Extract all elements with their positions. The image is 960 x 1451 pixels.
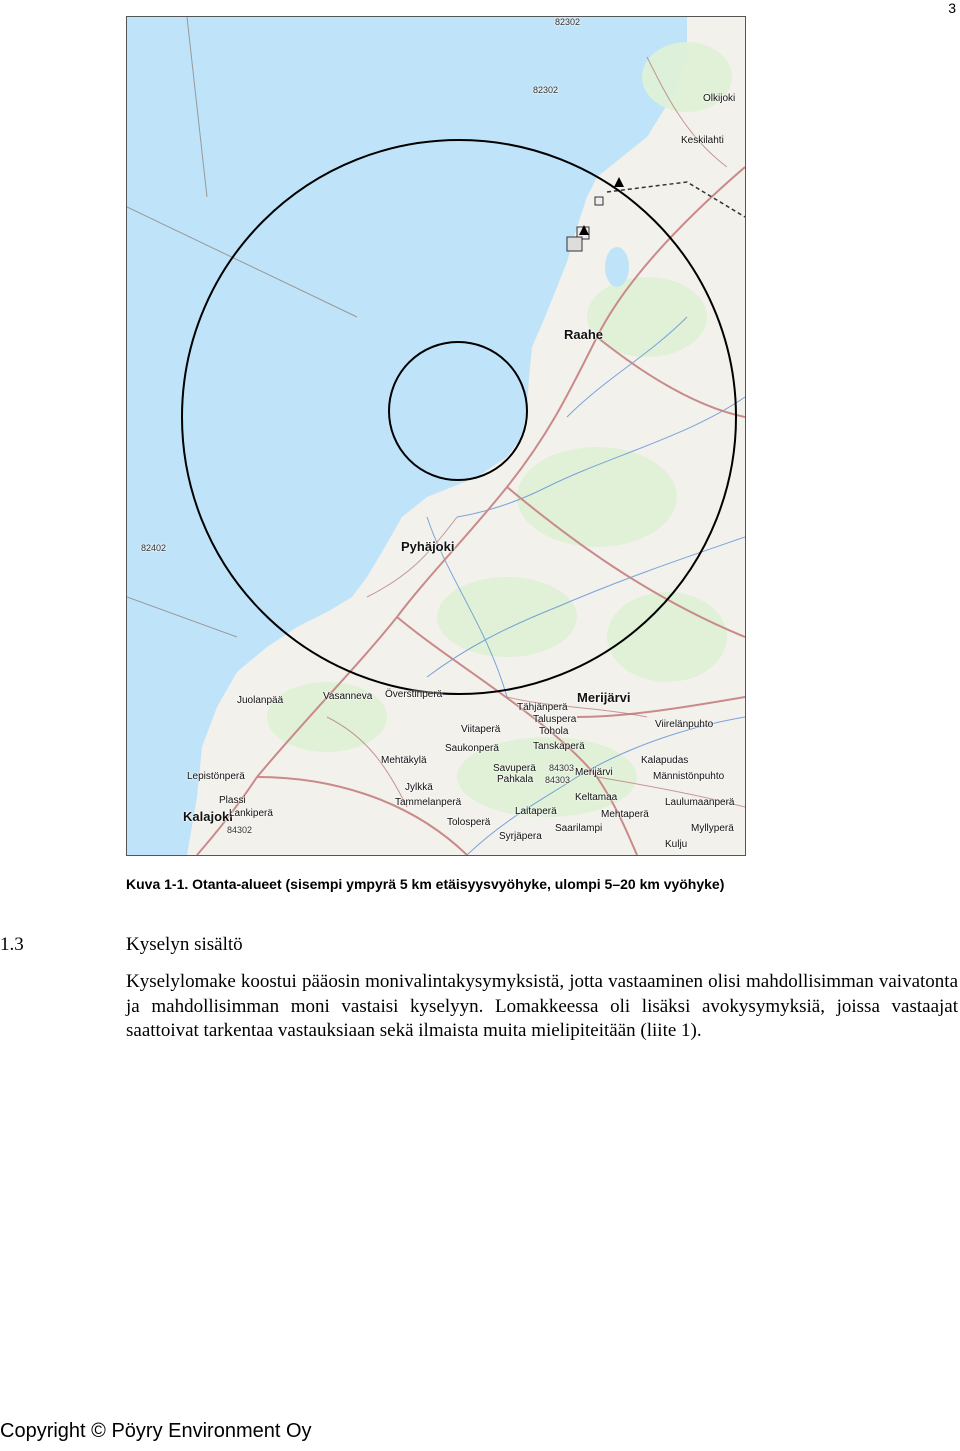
place-vasanneva: Vasanneva	[323, 691, 373, 702]
place-plassi: Plassi	[219, 795, 246, 806]
place-jylkka: Jylkkä	[405, 782, 433, 793]
place-juolanpaa: Juolanpää	[237, 695, 284, 706]
map-code-82402: 82402	[141, 543, 167, 553]
place-kalajoki: Kalajoki	[183, 809, 233, 824]
place-savupera: Savuperä	[493, 763, 536, 774]
place-tohola: Tohola	[539, 726, 569, 737]
page-number: 3	[948, 0, 956, 16]
place-mannistonpuhto: Männistönpuhto	[653, 771, 725, 782]
place-syrjapera: Syrjäpera	[499, 831, 542, 842]
place-tanskapera: Tanskaperä	[533, 741, 585, 752]
place-viitapera: Viitaperä	[461, 724, 501, 735]
place-laulumaanpera: Laulumaanperä	[665, 797, 735, 808]
place-tammelanpera: Tammelanperä	[395, 797, 462, 808]
place-tolospera: Tolosperä	[447, 817, 491, 828]
map-graphic	[127, 17, 745, 855]
map-figure	[126, 16, 746, 856]
place-overstinpera: Överstinperä	[385, 689, 443, 700]
footer-copyright: Copyright © Pöyry Environment Oy	[0, 1420, 312, 1442]
place-tahjanpera: Tähjänperä	[517, 702, 568, 713]
map-code-84303-b: 84303	[545, 775, 571, 785]
place-raahe: Raahe	[564, 327, 604, 342]
place-lepistonpera: Lepistönperä	[187, 771, 245, 782]
map-code-84302: 84302	[227, 825, 253, 835]
section-title: Kyselyn sisältö	[126, 934, 243, 955]
place-keskilahti: Keskilahti	[681, 135, 724, 146]
place-olkijoki: Olkijoki	[703, 93, 736, 104]
body-paragraph: Kyselylomake koostui pääosin monivalintakysymyksistä, jotta vastaaminen olisi mahdollisimman vaivatonta ja mahdollisimman moni vastaisi kyselyyn. Lomakkeessa oli lisäksi avokysymyksiä, joissa vastaajat saattoivat tarkentaa vastauksiaan sekä ilmaista muita mielipiteitään (liite 1).	[126, 971, 958, 1041]
place-taluspera: Taluspera	[533, 714, 577, 725]
place-merijarvi-small: Merijärvi	[575, 767, 613, 778]
map-code-82302-top: 82302	[555, 17, 581, 27]
place-mehtapera: Mehtaperä	[601, 809, 649, 820]
place-kulju: Kulju	[665, 839, 688, 850]
place-pyhajoki: Pyhäjoki	[401, 539, 455, 554]
place-laitapera: Laitaperä	[515, 806, 557, 817]
place-merijarvi: Merijärvi	[577, 690, 631, 705]
map-code-84303-a: 84303	[549, 763, 575, 773]
place-pahkala: Pahkala	[497, 774, 534, 785]
place-viirelanpuhto: Viirelänpuhto	[655, 719, 714, 730]
place-saarilampi: Saarilampi	[555, 823, 603, 834]
place-keltamaa: Keltamaa	[575, 792, 618, 803]
section-number: 1.3	[0, 934, 24, 955]
map-code-82302: 82302	[533, 85, 559, 95]
place-saukonpera: Saukonperä	[445, 743, 499, 754]
place-lankipera: Lankiperä	[229, 808, 273, 819]
place-kalapudas: Kalapudas	[641, 755, 689, 766]
place-mehtakyla: Mehtäkylä	[381, 755, 427, 766]
place-myllypera: Myllyperä	[691, 823, 734, 834]
figure-caption: Kuva 1-1. Otanta-alueet (sisempi ympyrä 5 km etäisyysvyöhyke, ulompi 5–20 km vyöhyke)	[126, 876, 725, 892]
